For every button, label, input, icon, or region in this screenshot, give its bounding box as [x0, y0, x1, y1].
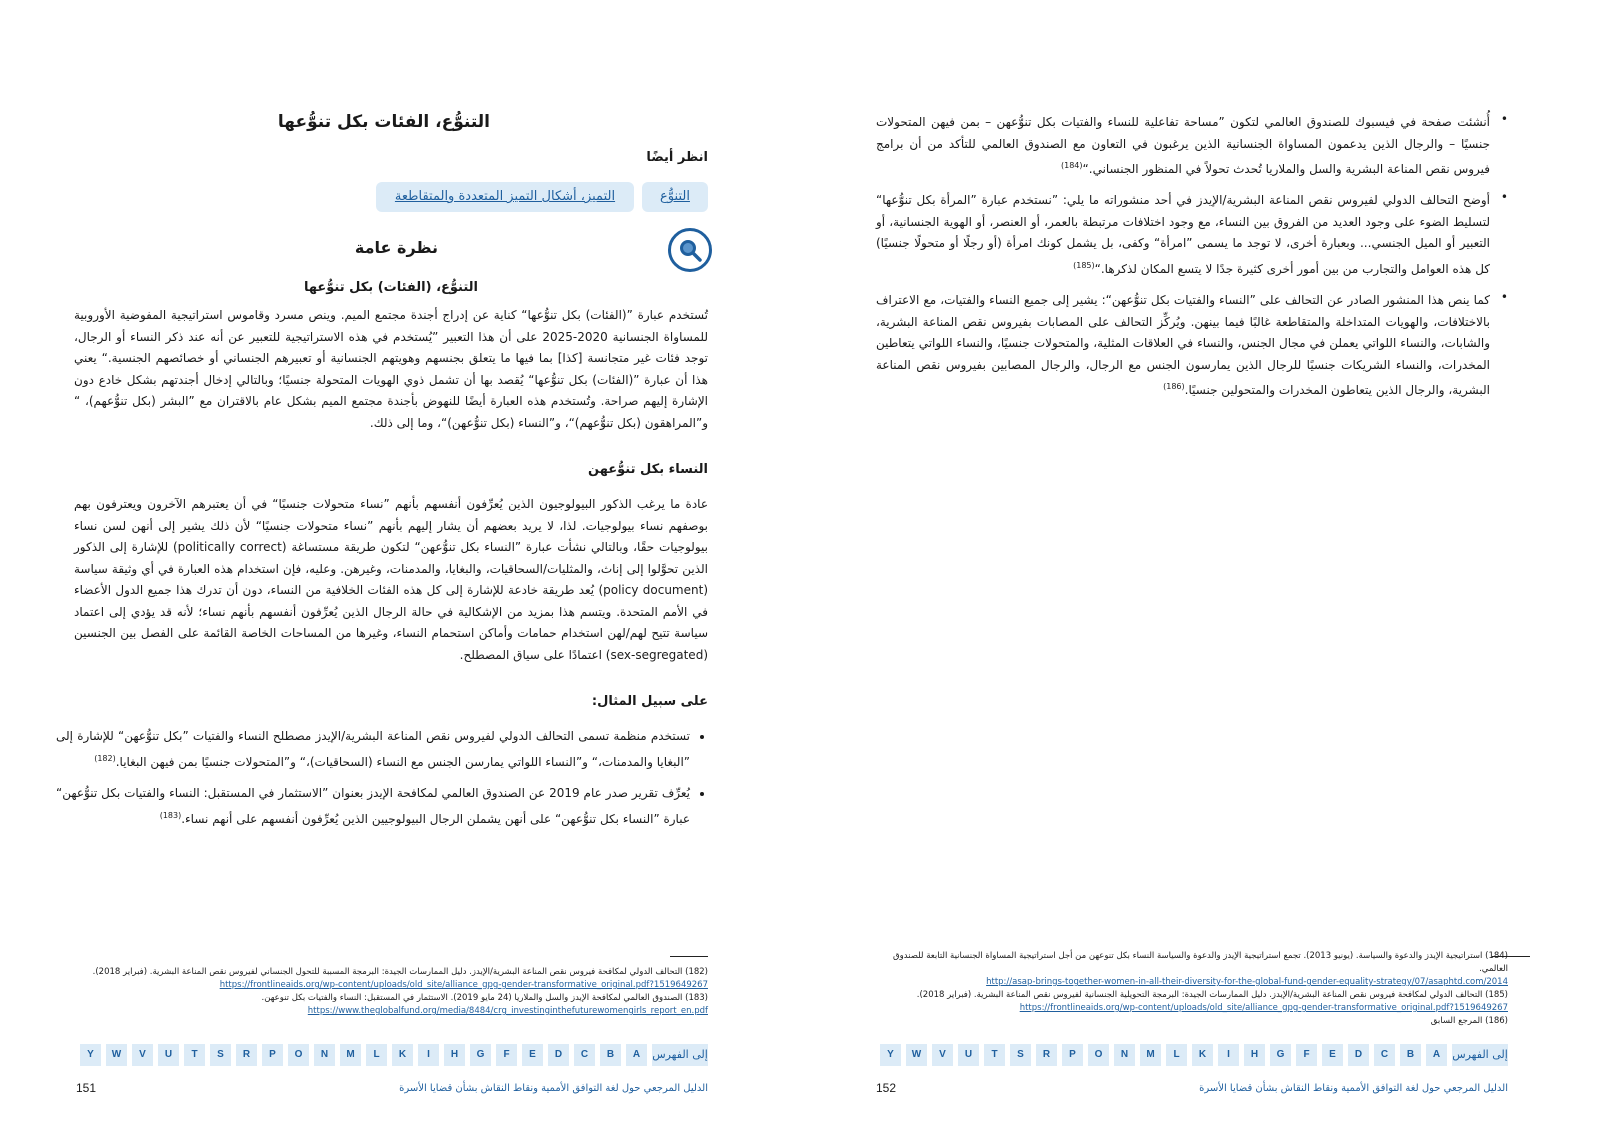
nav-letter-p[interactable]: P [1062, 1044, 1083, 1066]
nav-letter-y[interactable]: Y [880, 1044, 901, 1066]
nav-letter-y[interactable]: Y [80, 1044, 101, 1066]
list-item: كما ينص هذا المنشور الصادر عن التحالف على ”النساء والفتيات بكل تنوُّعهن“: يشير إلى جميع النساء والفتيات، مع الاعتراف بالاختلافات، والهويات المتداخلة والمتقاطعة غالبًا فيما بينهن. ويُركِّز التحالف على المصابات بفيروس نقص المناعة البشرية، والشابات، والنساء اللواتي يعملن في مجال الجنس، والنساء في العلاقات المثلية، والمتحولات جنسيًا، والنساء اللواتي يتعاطين المخدرات، والنساء الشريكات جنسيًا للرجال الذين يمارسون الجنس مع الرجال، والرجال المصابين بفيروس نقص المناعة البشرية، والرجال الذين يتعاطون المخدرات والمتحولين جنسيًا.$^{(186)}$ [876, 293, 1490, 397]
list-item: أوضح التحالف الدولي لفيروس نقص المناعة البشرية/الإيدز في أحد منشوراته ما يلي: ”نستخدم عبارة ”المرأة بكل تنوُّعها“ لتسليط الضوء على وجود العديد من الفروق بين النساء، مع وجود اختلافات مرتبطة بالعمر، أو العنصر، أو الهوية الجنسانية، أو التعبير أو الميل الجنسي... وبعبارة أخرى، لا توجد ما يسمى ”امرأة“ وكفى، بل يشمل كونك امرأة (أو رجلًا أو متحولًا جنسيًا) كل هذه العوامل والتجارب من بين أمور أخرى كثيرة جدًا لا يتسع المكان لذكرها.“$^{(185)}$ [876, 193, 1490, 276]
page-title: التنوُّع، الفئات بكل تنوُّعها [277, 112, 490, 132]
footnote-link[interactable]: http://asap-brings-together-women-in-all-their-diversity-for-the-global-fund-gender-equality-strategy/07/asaphtd.com/2014 [986, 977, 1508, 987]
nav-letter-a[interactable]: A [626, 1044, 647, 1066]
nav-letter-v[interactable]: V [132, 1044, 153, 1066]
footnote-link[interactable]: https://www.theglobalfund.org/media/8484/crg_investinginthefuturewomengirls_report_en.pdf [307, 1006, 708, 1016]
footer-title: الدليل المرجعي حول لغة التوافق الأممية ونقاط النقاش بشأن قضايا الأسرة [1199, 1083, 1508, 1094]
nav-letter-w[interactable]: W [906, 1044, 927, 1066]
nav-letter-f[interactable]: F [1296, 1044, 1317, 1066]
footnotes [74, 966, 708, 1018]
tag-diversity-link[interactable]: التنوُّع [642, 182, 708, 212]
subheading: التنوُّع، (الفئات) بكل تنوُّعها [303, 280, 478, 295]
nav-letter-b[interactable]: B [1400, 1044, 1421, 1066]
nav-letter-c[interactable]: C [1374, 1044, 1395, 1066]
nav-letter-p[interactable]: P [262, 1044, 283, 1066]
footnote-text: (182) التحالف الدولي لمكافحة فيروس نقص المناعة البشرية/الإيدز. دليل الممارسات الجيدة: البرمجة المسببة للتحول الجنساني لفيروس نقص المناعة البشرية. (فبراير 2018). [92, 967, 708, 977]
list-item: • يُعرِّف تقرير صدر عام 2019 عن الصندوق العالمي لمكافحة الإيدز بعنوان ”الاستثمار في المستقبل: النساء والفتيات بكل تنوُّعهن“ عبارة ”النساء بكل تنوُّعهن“ على أنهن يشملن الرجال البيولوجيين الذين يُعرِّفون أنفسهم على أنهم نساء.$^{(183)}$ [56, 783, 690, 830]
nav-letter-i[interactable]: I [1218, 1044, 1239, 1066]
footnote-ref[interactable]: (186) [1163, 382, 1185, 391]
nav-letter-c[interactable]: C [574, 1044, 595, 1066]
footnotes [874, 950, 1508, 1028]
nav-letter-m[interactable]: M [1140, 1044, 1161, 1066]
nav-letter-i[interactable]: I [418, 1044, 439, 1066]
bullet-dot: • [1500, 112, 1508, 126]
footnote-link[interactable]: https://frontlineaids.org/wp-content/uploads/old_site/alliance_gpg-gender-transformative_original.pdf?1519649267 [219, 980, 708, 990]
page-number: 152 [876, 1081, 897, 1095]
nav-letter-n[interactable]: N [314, 1044, 335, 1066]
bullet-dot: • [1500, 190, 1508, 204]
nav-letter-l[interactable]: L [366, 1044, 387, 1066]
footnote-ref[interactable]: (185) [1073, 260, 1095, 270]
nav-letter-k[interactable]: K [1192, 1044, 1213, 1066]
nav-letter-g[interactable]: G [470, 1044, 491, 1066]
nav-letter-e[interactable]: E [1322, 1044, 1343, 1066]
nav-letter-n[interactable]: N [1114, 1044, 1135, 1066]
nav-letter-u[interactable]: U [158, 1044, 179, 1066]
list-item: أُنشئت صفحة في فيسبوك للصندوق العالمي لتكون ”مساحة تفاعلية للنساء والفتيات بكل تنوُّعهن – بمن فيهن المتحولات جنسيًا – والرجال الذين يدعمون المساواة الجنسانية الذين يرغبون في التعاون مع الصندوق العالمي للتأكد من أن برامج فيروس نقص المناعة البشرية والسل والملاريا تُحدث تحولاً في المنظور الجنساني.“$^{(184)}$ [876, 115, 1490, 176]
nav-letter-t[interactable]: T [184, 1044, 205, 1066]
nav-letter-t[interactable]: T [984, 1044, 1005, 1066]
example-heading: على سبيل المثال: [591, 694, 708, 709]
example-list [56, 726, 708, 840]
nav-letter-e[interactable]: E [522, 1044, 543, 1066]
index-button[interactable]: إلى الفهرس [1452, 1044, 1508, 1066]
footnote-text: (185) التحالف الدولي لمكافحة فيروس نقص المناعة البشرية/الإيدز. دليل الممارسات الجيدة: البرمجة التحويلية الجنسانية لفيروس نقص المناعة البشرية. (فبراير 2018). [916, 990, 1508, 1000]
nav-letter-b[interactable]: B [600, 1044, 621, 1066]
nav-letter-m[interactable]: M [340, 1044, 361, 1066]
footnote-ref[interactable]: (182) [94, 753, 116, 763]
page-number: 151 [76, 1081, 97, 1095]
footnote-ref[interactable]: (183) [159, 810, 182, 820]
nav-letter-g[interactable]: G [1270, 1044, 1291, 1066]
footnote-link[interactable]: https://frontlineaids.org/wp-content/uploads/old_site/alliance_gpg-gender-transformative_original.pdf?1519649267 [1019, 1003, 1508, 1013]
footnote-ref[interactable]: (184) [1061, 161, 1083, 170]
paragraph-intro: تُستخدم عبارة ”(الفئات) بكل تنوُّعها“ كناية عن إدراج أجندة مجتمع الميم. وينص مسرد وقاموس استراتيجية المفوضية الأوروبية للمساواة الجنسانية 2020-2025 على أن هذا التعبير ”يُستخدم في هذه الاستراتيجية للتعبير عن أنه عند ذكر النساء أو الرجال، توجد فئات غير متجانسة [كذا] بما فيها ما يتعلق بجنسهم وهويتهم الجنسانية أو تعبيرهم الجنساني أو خصائصهم الجنسية.“ يعني هذا أن عبارة ”(الفئات) بكل تنوُّعها“ يُقصد بها أن تشمل ذوي الهويات المتحولة جنسيًا؛ وبالتالي إدخال أجندتهم بشكل خادع دون الإشارة إليهم صراحة. وتُستخدم هذه العبارة أيضًا للنهوض بأجندة مجتمع الميم بشكل عام بالاقتران مع ”البشر (بكل تنوُّعهم)، “ و”المراهقون (بكل تنوُّعهم)“، و”النساء (بكل تنوُّعهن)“، وما إلى ذلك. [74, 308, 708, 430]
nav-letter-o[interactable]: O [288, 1044, 309, 1066]
nav-letter-s[interactable]: S [1010, 1044, 1031, 1066]
page-152 [800, 0, 1600, 1130]
nav-letter-d[interactable]: D [1348, 1044, 1369, 1066]
nav-letter-r[interactable]: R [1036, 1044, 1057, 1066]
alphabet-nav [80, 1044, 708, 1066]
magnifier-icon [668, 228, 712, 272]
paragraph-women: عادة ما يرغب الذكور البيولوجيون الذين يُعرِّفون أنفسهم بأنهم ”نساء متحولات جنسيًا“ في أن يعتبرهم الآخرون ويعترفون بهم بوصفهم نساء بيولوجيات. لذا، لا يريد بعضهم أن يشار إليهم بأنهم ”نساء متحولات جنسيًا“ لأن ذلك يشير إلى أنهن لسن نساء بيولوجيات حقًا، وبالتالي نشأت عبارة ”النساء بكل تنوُّعهن“ لتكون طريقة مستساغة (politically correct) للإشارة إلى الذكور الذين تحوَّلوا إلى إناث، والمثليات/السحاقيات، والبغايا، والمدمنات، وغيرهن. وعليه، فإن استخدام هذه العبارة في أي وثيقة سياسة (policy document) يُعد طريقة خادعة للإشارة إلى كل هذه الفئات الخلافية من النساء، دون أن تدرك هذا جميع الدول الأعضاء في الأمم المتحدة. ويتسم هذا بمزيد من الإشكالية في حالة الرجال الذين يُعرِّفون أنفسهم بأنهم نساء؛ لأنه قد يؤدي إلى اعتماد سياسة تتيح لهم/لهن استخدام حمامات وأماكن استحمام النساء، وغيرها من المساحات الخاصة القائمة على الفصل بين الجنسين (sex-segregated) اعتمادًا على سياق المصطلح. [74, 497, 709, 662]
footnote-text: (184) استراتيجية الإيدز والدعوة والسياسة. (يونيو 2013). تجمع استراتيجية الإيدز والدعوة والسياسة النساء بكل تنوعهن من أجل استراتيجية المساواة الجنسانية التابعة للصندوق العالمي. [893, 951, 1508, 974]
women-heading: النساء بكل تنوُّعهن [588, 462, 708, 477]
nav-letter-l[interactable]: L [1166, 1044, 1187, 1066]
see-also-label: انظر أيضًا [646, 150, 708, 165]
overview-heading: نظرة عامة [354, 238, 438, 257]
nav-letter-v[interactable]: V [932, 1044, 953, 1066]
nav-letter-a[interactable]: A [1426, 1044, 1447, 1066]
nav-letter-h[interactable]: H [444, 1044, 465, 1066]
nav-letter-k[interactable]: K [392, 1044, 413, 1066]
alphabet-nav [880, 1044, 1508, 1066]
nav-letter-o[interactable]: O [1088, 1044, 1109, 1066]
nav-letter-f[interactable]: F [496, 1044, 517, 1066]
list-item: • تستخدم منظمة تسمى التحالف الدولي لفيروس نقص المناعة البشرية/الإيدز مصطلح النساء والفتيات ”بكل تنوُّعهن“ للإشارة إلى ”البغايا والمدمنات،“ و”النساء اللواتي يمارسن الجنس مع النساء (السحاقيات)،“ و”المتحولات جنسيًا بمن فيهن البغايا.$^{(182)}$ [56, 726, 690, 773]
nav-letter-s[interactable]: S [210, 1044, 231, 1066]
footnote-text: (183) الصندوق العالمي لمكافحة الإيدز والسل والملاريا (24 مايو 2019). الاستثمار في المستقبل: النساء والفتيات بكل تنوعهن. [261, 993, 708, 1003]
nav-letter-h[interactable]: H [1244, 1044, 1265, 1066]
tag-discrimination-link[interactable]: التميز، أشكال التميز المتعددة والمتقاطعة [376, 182, 634, 212]
nav-letter-r[interactable]: R [236, 1044, 257, 1066]
nav-letter-d[interactable]: D [548, 1044, 569, 1066]
index-button[interactable]: إلى الفهرس [652, 1044, 708, 1066]
nav-letter-w[interactable]: W [106, 1044, 127, 1066]
nav-letter-u[interactable]: U [958, 1044, 979, 1066]
footer-title: الدليل المرجعي حول لغة التوافق الأممية ونقاط النقاش بشأن قضايا الأسرة [399, 1083, 708, 1094]
bullet-dot: • [1500, 290, 1508, 304]
footnote-divider [670, 956, 708, 957]
footnote-text: (186) المرجع السابق [1430, 1016, 1508, 1026]
